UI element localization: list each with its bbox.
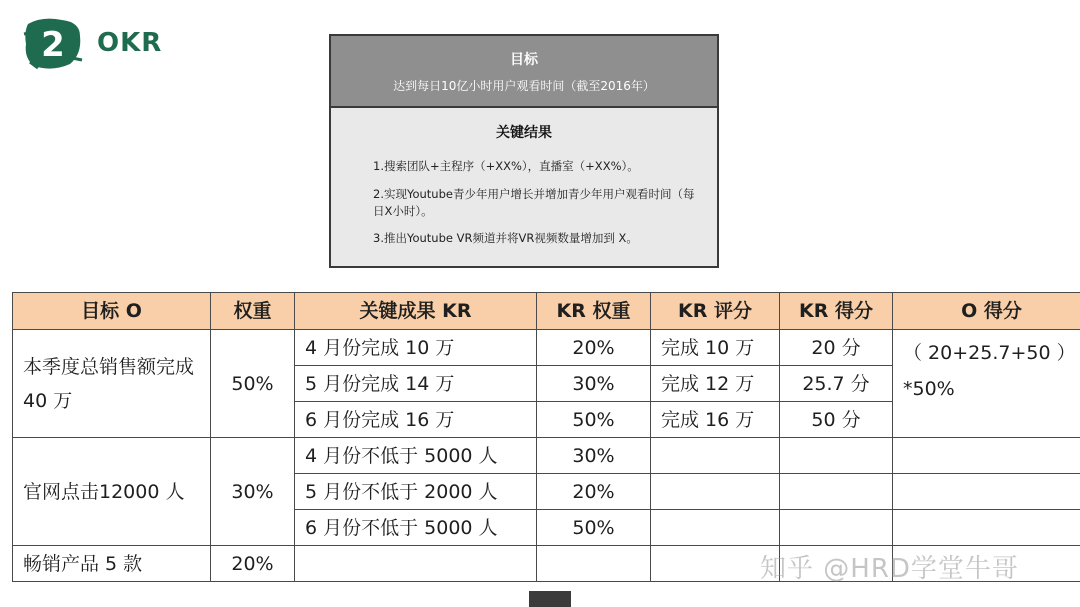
kr-cell: 6 月份完成 16 万 [295, 402, 537, 438]
header-objective: 目标 O [13, 293, 211, 330]
kr-rating-cell [651, 510, 780, 546]
kr-score-cell: 50 分 [780, 402, 893, 438]
weight-cell: 20% [211, 546, 295, 582]
o-score-cell [893, 510, 1080, 546]
o-score-cell: （ 20+25.7+50 ）*50% [893, 330, 1080, 438]
key-result-item: 3.推出Youtube VR频道并将VR视频数量增加到 X。 [373, 231, 638, 245]
o-score-cell [893, 438, 1080, 474]
o-score-cell [893, 474, 1080, 510]
kr-rating-cell: 完成 10 万 [651, 330, 780, 366]
okr-table [12, 292, 1080, 582]
kr-weight-cell: 20% [537, 474, 651, 510]
header-kr-weight: KR 权重 [537, 293, 651, 330]
kr-weight-cell: 30% [537, 438, 651, 474]
header-o-score: O 得分 [893, 293, 1080, 330]
header-weight: 权重 [211, 293, 295, 330]
kr-weight-cell: 50% [537, 510, 651, 546]
kr-cell [295, 546, 537, 582]
kr-rating-cell [651, 438, 780, 474]
objective-box [329, 34, 719, 268]
weight-cell: 50% [211, 330, 295, 438]
kr-cell: 4 月份完成 10 万 [295, 330, 537, 366]
okr-logo-brush-icon [22, 14, 84, 72]
header-kr-rating: KR 评分 [651, 293, 780, 330]
watermark: 知乎 @HRD学堂牛哥 [760, 554, 1019, 584]
table-row [13, 438, 1080, 474]
kr-rating-cell: 完成 16 万 [651, 402, 780, 438]
kr-rating-cell: 完成 12 万 [651, 366, 780, 402]
objective-cell: 畅销产品 5 款 [13, 546, 211, 582]
kr-score-cell [780, 438, 893, 474]
objective-description: 达到每日10亿小时用户观看时间（截至2016年） [393, 79, 655, 93]
kr-rating-cell [651, 474, 780, 510]
table-row [13, 330, 1080, 366]
header-kr-score: KR 得分 [780, 293, 893, 330]
kr-score-cell [780, 510, 893, 546]
kr-cell: 6 月份不低于 5000 人 [295, 510, 537, 546]
objective-cell: 本季度总销售额完成 40 万 [13, 330, 211, 438]
kr-cell: 5 月份不低于 2000 人 [295, 474, 537, 510]
kr-score-cell [780, 474, 893, 510]
logo-text: OKR [97, 28, 163, 58]
key-result-item: 2.实现Youtube青少年用户增长并增加青少年用户观看时间（每日X小时）。 [373, 187, 695, 218]
kr-score-cell: 20 分 [780, 330, 893, 366]
page-footer-mark [529, 591, 571, 607]
key-results-title: 关键结果 [496, 125, 552, 141]
kr-cell: 4 月份不低于 5000 人 [295, 438, 537, 474]
kr-score-cell: 25.7 分 [780, 366, 893, 402]
kr-weight-cell: 50% [537, 402, 651, 438]
weight-cell: 30% [211, 438, 295, 546]
table-header-row [13, 293, 1080, 330]
objective-cell: 官网点击12000 人 [13, 438, 211, 546]
objective-title: 目标 [510, 52, 538, 68]
objective-header [331, 36, 717, 108]
logo-number: 2 [41, 25, 65, 65]
kr-cell: 5 月份完成 14 万 [295, 366, 537, 402]
key-result-item: 1.搜索团队+主程序（+XX%），直播室（+XX%）。 [373, 159, 639, 173]
kr-weight-cell: 20% [537, 330, 651, 366]
kr-weight-cell: 30% [537, 366, 651, 402]
kr-weight-cell [537, 546, 651, 582]
header-key-result: 关键成果 KR [295, 293, 537, 330]
